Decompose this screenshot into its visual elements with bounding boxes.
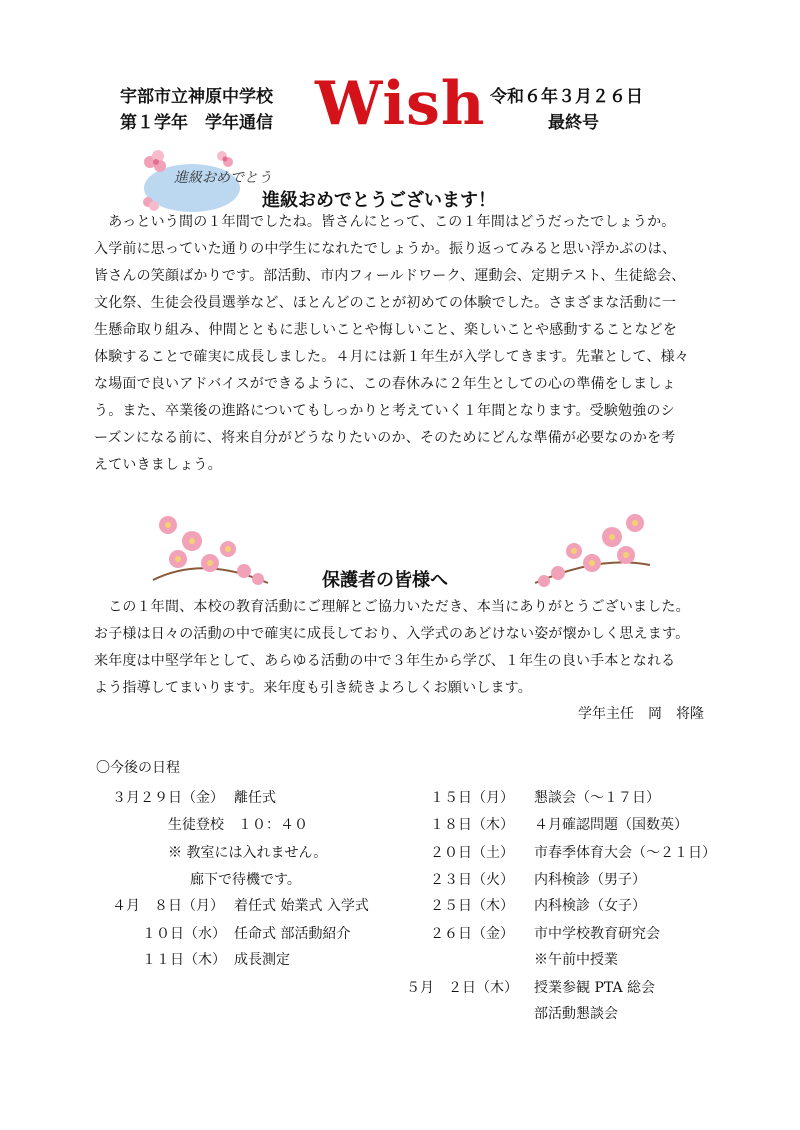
body-line: 皆さんの笑顔ばかりです。部活動、市内フィールドワーク、運動会、定期テスト、生徒総会、: [94, 268, 686, 284]
schedule-item: [142, 924, 350, 944]
schedule-event: 内科検診（男子）: [534, 872, 646, 888]
schedule-item: [190, 870, 301, 890]
schedule-item: [430, 843, 716, 863]
schedule-item: [168, 843, 327, 863]
body-line: あっという間の１年間でしたね。皆さんにとって、この１年間はどうだったでしょうか。: [94, 214, 676, 230]
section1-title: 進級おめでとうございます！: [262, 190, 496, 211]
schedule-item: [430, 870, 646, 890]
blossom-branch-left-icon: [148, 505, 273, 590]
schedule-item: [406, 978, 655, 998]
schedule-date: １０日（水）: [142, 926, 226, 942]
schedule-date: １１日（木）: [142, 952, 226, 968]
schedule-event: 部活動懇談会: [534, 1006, 618, 1022]
body-line: 文化祭、生徒会役員選挙など、ほとんどのことが初めての体験でした。さまざまな活動に一: [94, 295, 677, 311]
schedule-date: ２３日（火）: [430, 872, 514, 888]
schedule-date: １８日（木）: [430, 817, 514, 833]
schedule-event: ※午前中授業: [534, 952, 618, 968]
body-line: 体験することで確実に成長しました。４月には新１年生が入学してきます。先輩として、様々: [94, 349, 689, 365]
schedule-date: ４月 ８日（月）: [112, 898, 224, 914]
schedule-item: [168, 815, 308, 835]
blossom-branch-right-icon: [530, 505, 655, 590]
schedule-event: 内科検診（女子）: [534, 898, 646, 914]
newsletter-title: Wish: [315, 69, 486, 139]
schedule-item: [534, 950, 618, 970]
body-line: 生懸命取り組み、仲間とともに悲しいことや悔しいこと、楽しいことや感動することなどを: [94, 322, 678, 338]
schedule-title: 〇今後の日程: [96, 760, 180, 776]
schedule-item: [112, 896, 369, 916]
schedule-date: １５日（月）: [430, 790, 514, 806]
schedule-date: ５月 ２日（木）: [406, 980, 518, 996]
schedule-event: 任命式 部活動紹介: [234, 926, 351, 942]
signature: 学年主任 岡 将隆: [578, 706, 704, 722]
newsletter-name: 第１学年 学年通信: [120, 113, 273, 133]
schedule-item: [534, 1004, 618, 1024]
schedule-item: [430, 924, 660, 944]
body-line: この１年間、本校の教育活動にご理解とご協力いただき、本当にありがとうございました。: [94, 599, 690, 615]
schedule-event: 生徒登校 １０：４０: [168, 817, 308, 833]
issue-date: 令和６年３月２６日: [490, 87, 643, 107]
header-date-block: [490, 84, 643, 136]
body-line: お子様は日々の活動の中で確実に成長しており、入学式のあどけない姿が懐かしく思えます。: [94, 626, 690, 642]
body-line: 入学前に思っていた通りの中学生になれたでしょうか。振り返ってみると思い浮かぶのは、: [94, 241, 677, 257]
section1-body: [94, 209, 714, 479]
body-line: な場面で良いアドバイスができるように、この春休みに２年生としての心の準備をしましょ: [94, 376, 676, 392]
issue-label: 最終号: [548, 113, 599, 133]
body-line: よう指導してまいります。来年度も引き続きよろしくお願いします。: [94, 680, 532, 696]
body-line: えていきましょう。: [94, 457, 222, 473]
schedule-item: [430, 896, 646, 916]
schedule-event: ※ 教室には入れません。: [168, 845, 328, 861]
body-line: 来年度は中堅学年として、あらゆる活動の中で３年生から学び、１年生の良い手本となれる: [94, 653, 676, 669]
schedule-event: 離任式: [234, 790, 276, 806]
schedule-item: [430, 815, 688, 835]
school-name: 宇部市立神原中学校: [120, 87, 273, 107]
section2-title: 保護者の皆様へ: [322, 570, 448, 591]
schedule-event: 市春季体育大会（〜２１日）: [534, 845, 716, 861]
header-school-block: [120, 84, 273, 136]
body-line: ーズンになる前に、将来自分がどうなりたいのか、そのためにどんな準備が必要なのかを考: [94, 430, 676, 446]
schedule-event: 懇談会（〜１７日）: [534, 790, 660, 806]
schedule-item: [430, 788, 660, 808]
schedule-event: 着任式 始業式 入学式: [234, 898, 369, 914]
schedule-item: [142, 950, 290, 970]
schedule-event: 授業参観 PTA 総会: [534, 980, 656, 996]
schedule-event: 廊下で待機です。: [190, 872, 301, 888]
schedule-date: ２５日（木）: [430, 898, 514, 914]
badge-text: 進級おめでとう: [174, 170, 272, 186]
schedule-date: ２０日（土）: [430, 845, 514, 861]
schedule-date: ３月２９日（金）: [112, 790, 224, 806]
body-line: う。また、卒業後の進路についてもしっかりと考えていく１年間となります。受験勉強のシ: [94, 403, 675, 419]
schedule-item: [112, 788, 276, 808]
schedule-event: 成長測定: [234, 952, 290, 968]
schedule-event: 市中学校教育研究会: [534, 926, 660, 942]
schedule-event: ４月確認問題（国数英）: [534, 817, 688, 833]
section2-body: [94, 594, 714, 702]
schedule-date: ２６日（金）: [430, 926, 514, 942]
